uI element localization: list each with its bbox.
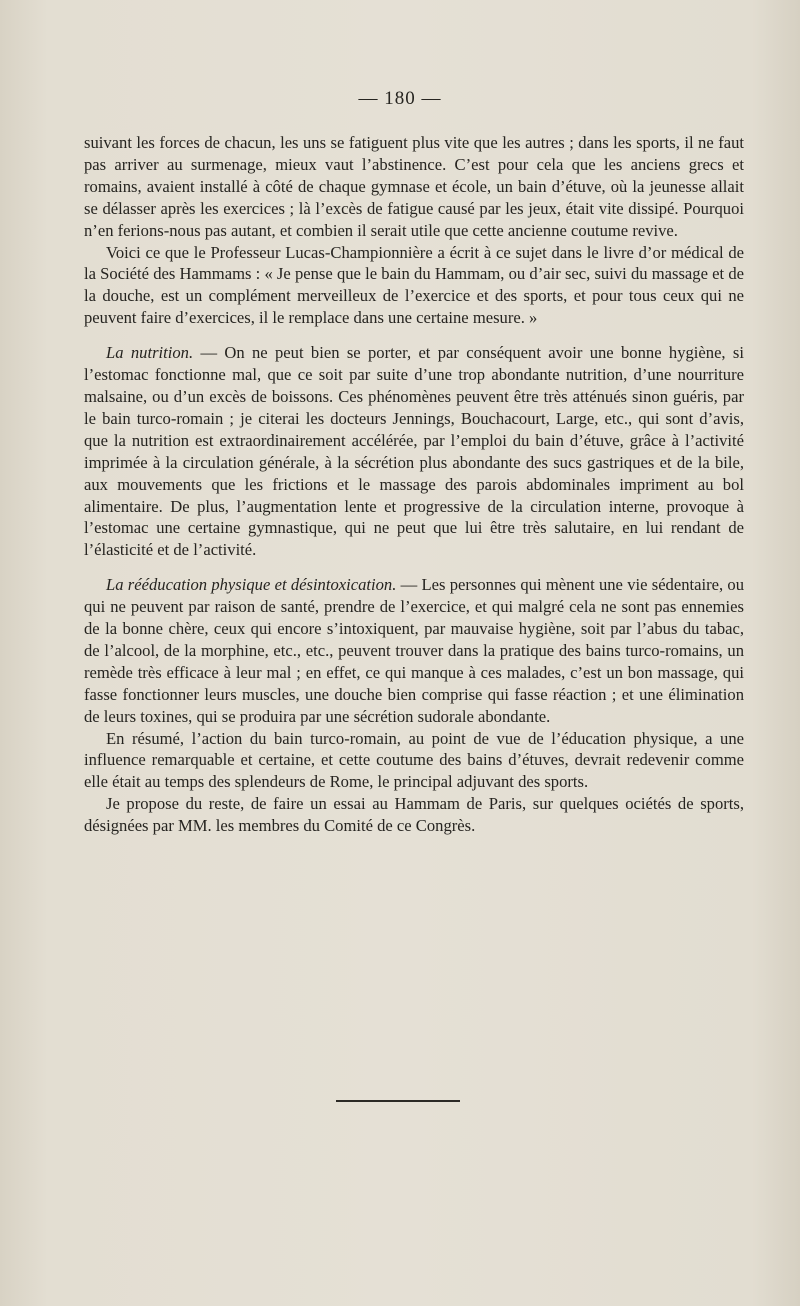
section-heading-nutrition: La nutrition. <box>106 343 194 363</box>
paragraph-proposal: Je propose du reste, de faire un essai au Hammam de Paris, sur quelques ociétés de sports, désignées par MM. les membres du Comité de ce Congrès. <box>84 794 744 836</box>
closing-rule <box>336 1100 460 1102</box>
paragraph-resume: En résumé, l’action du bain turco-romain, au point de vue de l’éducation physique, a une influence remarquable et certaine, et cette coutume des bains d’étuves, devrait redevenir comme elle était au temps des splendeurs de Rome, le principal adjuvant des sports. <box>84 728 744 792</box>
paragraph-nutrition-text: — On ne peut bien se porter, et par conséquent avoir une bonne hygiène, si l’estomac fonctionne mal, que ce soit par suite d’une trop abondante nutrition, d’une nourriture malsaine, ou d’un excès de boissons. Ces phénomènes peuvent être très atténués sinon guéris, par le bain turco-romain ; je citerai les docteurs Jennings, Bouchacourt, Large, etc., qui sont d’avis, que la nutrition est extraordinairement accélérée, par l’emploi du bain d’étuve, grâce à l’activité imprimée à la circulation générale, à la sécrétion plus abondante des sucs gastriques et de la bile, aux mouvements que les frictions et le massage des parois abdominales impriment au bol alimentaire. De plus, l’augmentation lente et progressive de la circulation interne, provoque à l’estomac une certaine gymnastique, qui ne peut que lui être très salutaire, en lui rendant de l’élasticité et de l’activité. <box>84 343 744 560</box>
paragraph-1: suivant les forces de chacun, les uns se fatiguent plus vite que les autres ; dans les sports, il ne faut pas arriver au surmenage, mieux vaut l’abstinence. C’est pour cela que les anciens grecs et romains, avaient installé à côté de chaque gymnase et école, un bain d’étuve, où la jeunesse allait se délasser après les exercices ; là l’excès de fatigue causé par les jeux, était vite dissipé. Pourquoi n’en ferions-nous pas autant, et combien il serait utile que cette ancienne coutume revive. <box>84 133 744 240</box>
page-number: — 180 — <box>358 88 442 109</box>
section-heading-reeducation: La rééducation physique et désintoxication. <box>106 575 397 595</box>
body-text <box>84 132 744 837</box>
paragraph-nutrition <box>84 342 744 561</box>
paragraph-reeducation <box>84 574 744 727</box>
paragraph-2: Voici ce que le Professeur Lucas-Championnière a écrit à ce sujet dans le livre d’or médical de la Société des Hammams : « Je pense que le bain du Hammam, ou d’air sec, suivi du massage et de la douche, est un complément merveilleux de l’exercice et des sports, et pour tous ceux qui ne peuvent faire d’exercices, il le remplace dans une certaine mesure. » <box>84 242 744 328</box>
paragraph-reeducation-text: — Les personnes qui mènent une vie sédentaire, ou qui ne peuvent par raison de santé, prendre de l’exercice, et qui malgré cela ne sont pas ennemies de la bonne chère, ceux qui encore s’intoxiquent, par mauvaise hygiène, soit par l’abus du tabac, de l’alcool, de la morphine, etc., etc., peuvent trouver dans la pratique des bains turco-romains, un remède très efficace à leur mal ; en effet, ce qui manque à ces malades, c’est un bon massage, qui fasse fonctionner leurs muscles, une douche bien comprise qui fasse réaction ; et une élimination de leurs toxines, qui se produira par une sécrétion sudorale abondante. <box>84 575 745 726</box>
